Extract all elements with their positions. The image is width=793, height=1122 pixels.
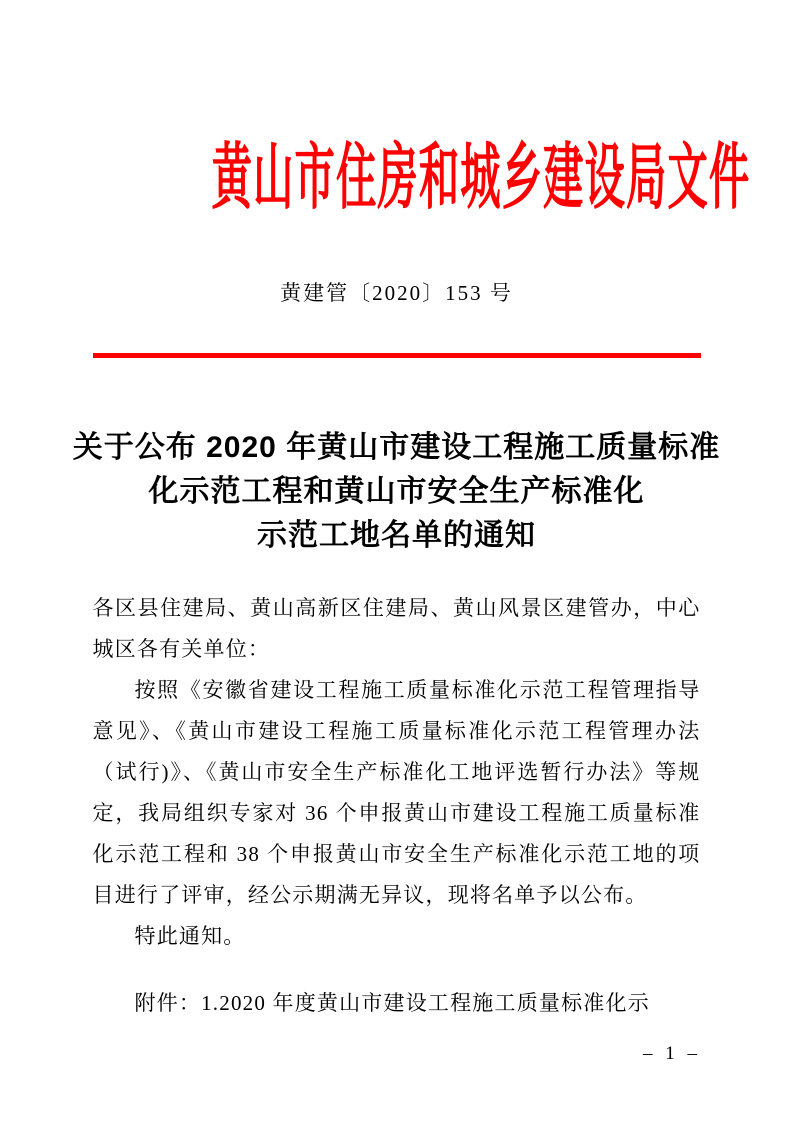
notice-paragraph-closing: 特此通知。 — [134, 924, 246, 948]
notice-title-line-1: 关于公布 2020 年黄山市建设工程施工质量标准 — [72, 431, 721, 464]
issuer-banner — [0, 0, 793, 222]
notice-title-line-3: 示范工地名单的通知 — [257, 519, 536, 552]
red-divider-line — [93, 353, 701, 358]
attachment-line: 附件：1.2020 年度黄山市建设工程施工质量标准化示 — [134, 991, 650, 1015]
notice-title-line-2: 化示范工程和黄山市安全生产标准化 — [148, 475, 645, 508]
notice-title — [0, 426, 793, 558]
doc-number: 黄建管〔2020〕153 号 — [280, 281, 513, 305]
notice-body — [93, 588, 701, 1024]
issuer-banner-text: 黄山市住房和城乡建设局文件 — [211, 134, 751, 219]
notice-paragraph-main: 按照《安徽省建设工程施工质量标准化示范工程管理指导意见》、《黄山市建设工程施工质量标准化示范工程管理办法（试行)》、《黄山市安全生产标准化工地评选暂行办法》等规定，我局组织专家对 36 个申报黄山市建设工程施工质量标准化示范工程和 38 个申报黄山市安全生产标准化示范工地的项目进行了评审，经公示期满无异议，现将名单予以公布。 — [92, 678, 701, 907]
page-number: – 1 – — [643, 1043, 701, 1064]
salutation-line: 各区县住建局、黄山高新区住建局、黄山风景区建管办，中心城区各有关单位： — [92, 596, 701, 661]
